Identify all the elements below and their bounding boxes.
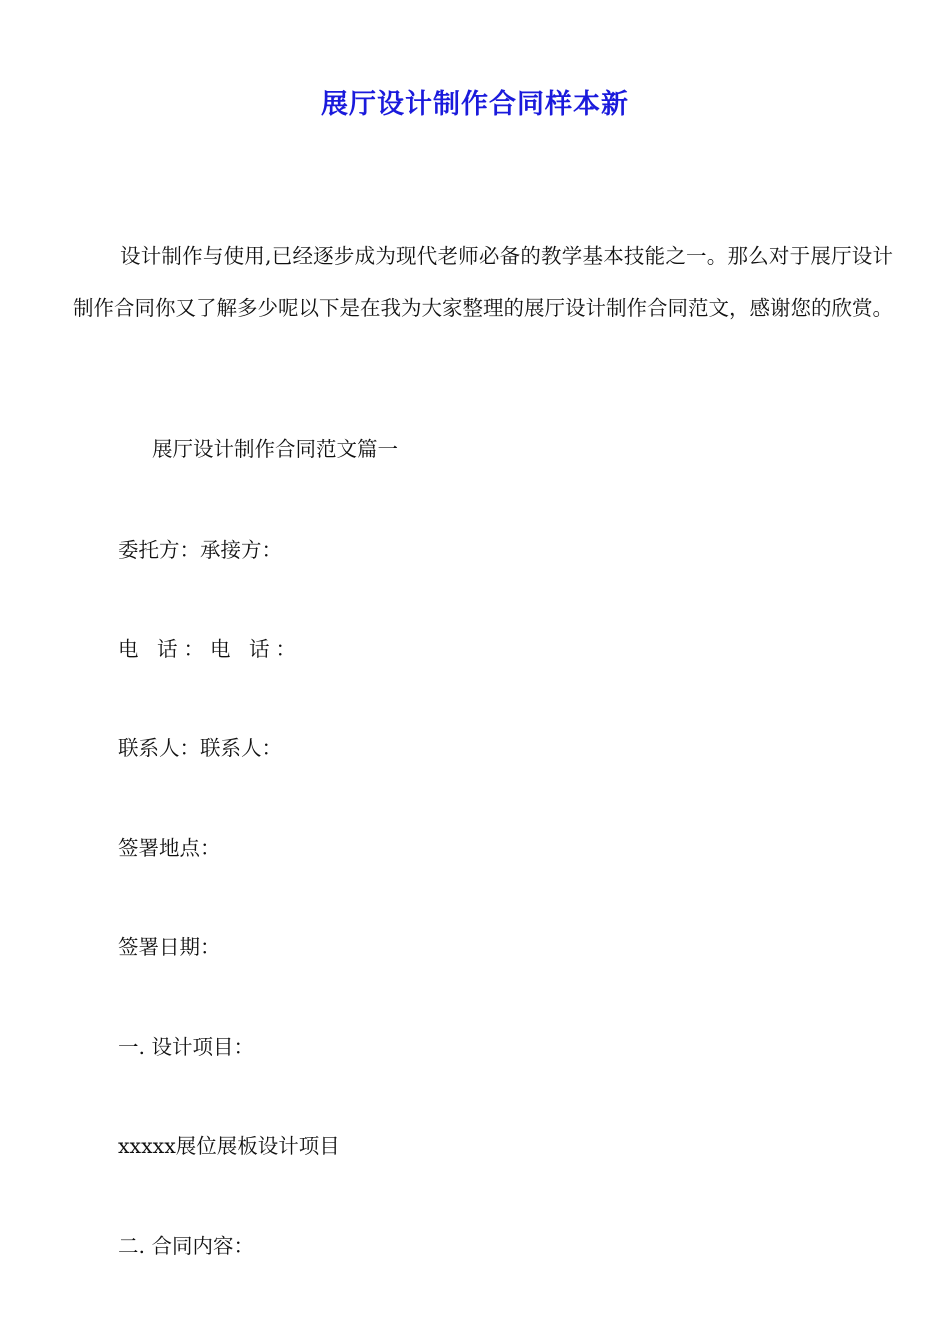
document-title: 展厅设计制作合同样本新 [321,89,629,120]
sign-date-line: 签署日期： [118,935,221,959]
design-item-heading: 一. 设计项目： [118,1035,255,1059]
project-line: xxxxx展位展板设计项目 [118,1134,340,1158]
parties-line: 委托方：承接方： [118,538,282,562]
sign-place-line: 签署地点： [118,836,221,860]
contact-line: 联系人：联系人： [118,736,282,760]
intro-paragraph: 设计制作与使用,已经逐步成为现代老师必备的教学基本技能之一。那么对于展厅设计制作合同你又了解多少呢以下是在我为大家整理的展厅设计制作合同范文，感谢您的欣赏。 [73,244,893,320]
contract-content-heading: 二. 合同内容： [118,1234,255,1258]
section-title: 展厅设计制作合同范文篇一 [152,437,398,461]
phone-line: 电 话：电 话： [118,637,303,661]
